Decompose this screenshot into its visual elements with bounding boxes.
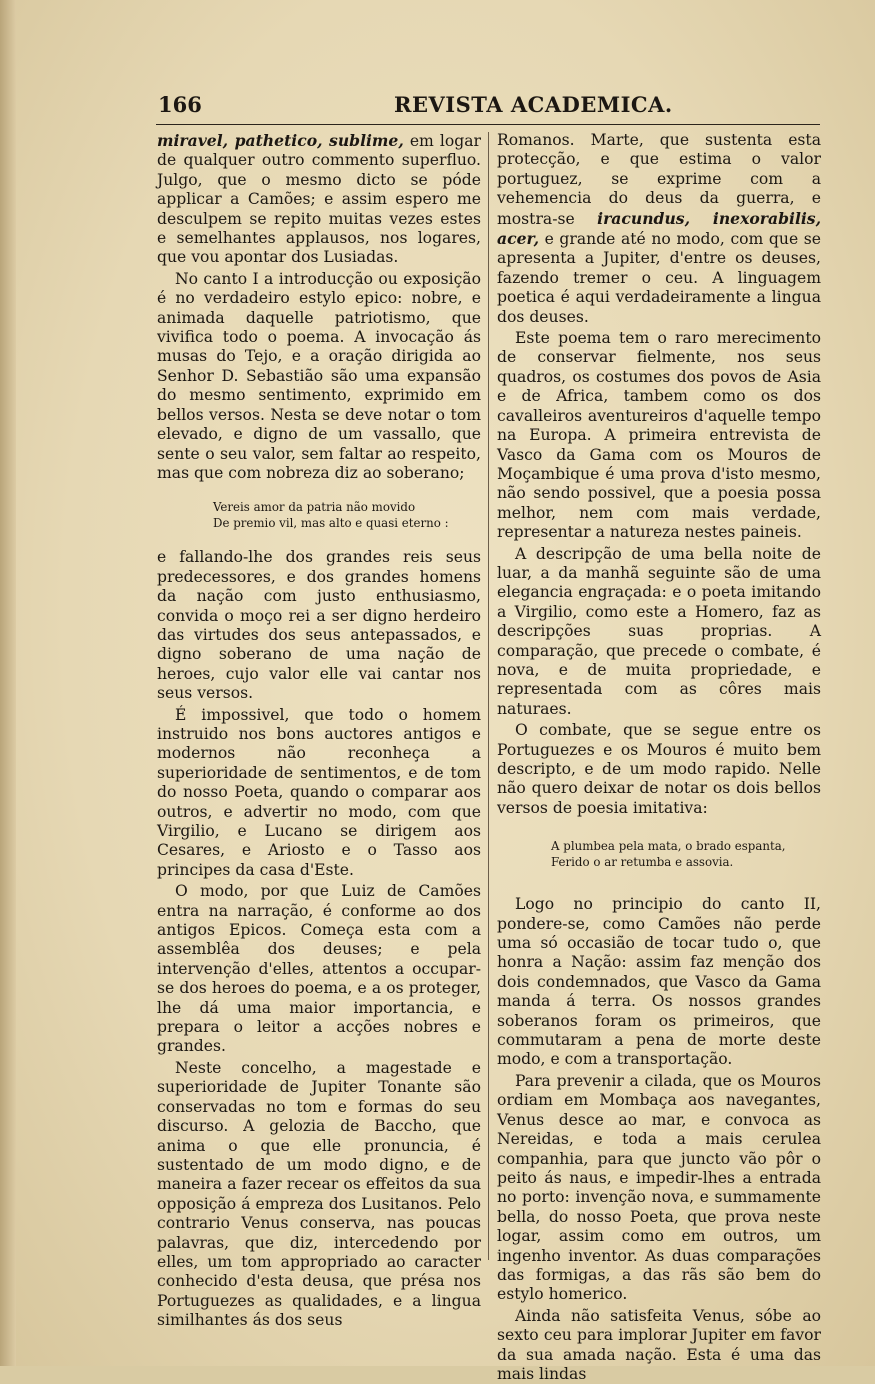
paragraph <box>497 131 821 327</box>
running-header <box>158 92 818 122</box>
paragraph: Para prevenir a cilada, que os Mouros ordiam em Mombaça aos navegantes, Venus desce ao mar, e convoca as Nereidas, e toda a mais cerulea companhia, para que juncto vão pôr o peito ás naus, e impedir-lhes a entrada no porto: invenção nova, e summamente bella, do nosso Poeta, que prova neste logar, assim como em outros, um ingenho inventor. As duas comparações das formigas, a das rãs são bem do estylo homerico. <box>497 1071 821 1304</box>
italic-phrase: iracundus, inexorabilis, acer, <box>497 208 821 249</box>
paragraph: Neste concelho, a magestade e superioridade de Jupiter Tonante são conservadas no tom e formas do seu discurso. A gelozia de Baccho, que anima o que elle pronuncia, é sustentado de um modo digno, e de maneira a fazer recear os effeitos da sua opposição á empreza dos Lusitanos. Pelo contrario Venus conserva, nas poucas palavras, que diz, intercedendo por elles, um tom appropriado ao caracter conhecido d'esta deusa, que présa nos Portuguezes as qualidades, e a lingua similhantes ás dos seus <box>157 1058 481 1330</box>
page-spine-edge <box>0 0 16 1366</box>
paragraph: No canto I a introducção ou exposição é no verdadeiro estylo epico: nobre, e animada daquelle patriotismo, que vivifica todo o poema. A invocação ás musas do Tejo, e a oração dirigida ao Senhor D. Sebastião são uma expansão do mesmo sentimento, exprimido em bellos versos. Nesta se deve notar o tom elevado, e digno de um vassallo, que sente o seu valor, sem faltar ao respeito, mas que com nobreza diz ao soberano; <box>157 269 481 482</box>
paragraph <box>157 131 481 268</box>
paragraph-text: e grande até no modo, com que se apresenta a Jupiter, d'entre os deuses, fazendo tremer o ceu. A linguagem poetica é aqui verdadeiramente a lingua dos deuses. <box>497 230 821 326</box>
verse-quote <box>157 499 481 531</box>
paragraph: Este poema tem o raro merecimento de conservar fielmente, nos seus quadros, os costumes dos povos de Asia e de Africa, tambem como os dos cavalleiros aventureiros d'aquelle tempo na Europa. A primeira entrevista de Vasco da Gama com os Mouros de Moçambique é uma prova d'isto mesmo, não sendo possivel, que a poesia possa melhor, nem com mais verdade, representar a natureza nestes paineis. <box>497 329 821 542</box>
column-divider <box>488 132 489 1260</box>
paragraph: e fallando-lhe dos grandes reis seus predecessores, e dos grandes homens da nação com justo enthusiasmo, convida o moço rei a ser digno herdeiro das virtudes dos seus antepassados, e digno soberano de uma nação de heroes, cujo valor elle vai cantar nos seus versos. <box>157 548 481 703</box>
paragraph: Logo no principio do canto II, pondere-se, como Camões não perde uma só occasião de tocar tudo o, que honra a Nação: assim faz menção dos dois condemnados, que Vasco da Gama manda á terra. Os nossos grandes soberanos foram os primeiros, que commutaram a pena de morte deste modo, e com a transportação. <box>497 895 821 1069</box>
left-column <box>157 131 481 1331</box>
right-column <box>497 131 821 1384</box>
verse-quote <box>497 838 821 870</box>
verse-line: De premio vil, mas alto e quasi eterno : <box>213 516 449 531</box>
header-rule <box>156 124 820 125</box>
verse-line: Vereis amor da patria não movido <box>213 500 416 515</box>
verse-line: A plumbea pela mata, o brado espanta, <box>551 839 786 854</box>
verse-line: Ferido o ar retumba e assovia. <box>551 855 734 870</box>
italic-phrase: miravel, pathetico, sublime, <box>157 131 404 150</box>
paragraph: A descripção de uma bella noite de luar, a da manhã seguinte são de uma elegancia engraçada: e o poeta imitando a Virgilio, como este a Homero, faz as descripções suas proprias. A comparação, que precede o combate, é nova, e de muita propriedade, e representada com as côres mais naturaes. <box>497 544 821 718</box>
paragraph: O combate, que se segue entre os Portuguezes e os Mouros é muito bem descripto, e de um modo rapido. Nelle não quero deixar de notar os dois bellos versos de poesia imitativa: <box>497 721 821 817</box>
paragraph: O modo, por que Luiz de Camões entra na narração, é conforme ao dos antigos Epicos. Começa esta com a assemblêa dos deuses; e pela intervenção d'elles, attentos a occupar-se dos heroes do poema, e a os proteger, lhe dá uma maior importancia, e prepara o leitor a acções nobres e grandes. <box>157 882 481 1056</box>
page-number: 166 <box>158 92 202 117</box>
paragraph-text: Romanos. Marte, que sustenta esta protecção, e que estima o valor portuguez, se exprime com a vehemencia do deus da guerra, e mostra-se <box>497 131 821 228</box>
paragraph: Ainda não satisfeita Venus, sóbe ao sexto ceu para implorar Jupiter em favor da sua amada nação. Esta é uma das mais lindas <box>497 1306 821 1383</box>
paragraph-text: em logar de qualquer outro commento superfluo. Julgo, que o mesmo dicto se póde applicar a Camões; e assim espero me desculpem se repito muitas vezes estes e semelhantes applausos, nos logares, que vou apontar dos Lusiadas. <box>157 132 481 267</box>
journal-title: REVISTA ACADEMICA. <box>394 92 673 117</box>
paragraph: É impossivel, que todo o homem instruido nos bons auctores antigos e modernos não reconheça a superioridade de sentimentos, e de tom do nosso Poeta, quando o comparar aos outros, e advertir no modo, com que Virgilio, e Lucano se dirigem aos Cesares, e Ariosto e o Tasso aos principes da casa d'Este. <box>157 705 481 879</box>
